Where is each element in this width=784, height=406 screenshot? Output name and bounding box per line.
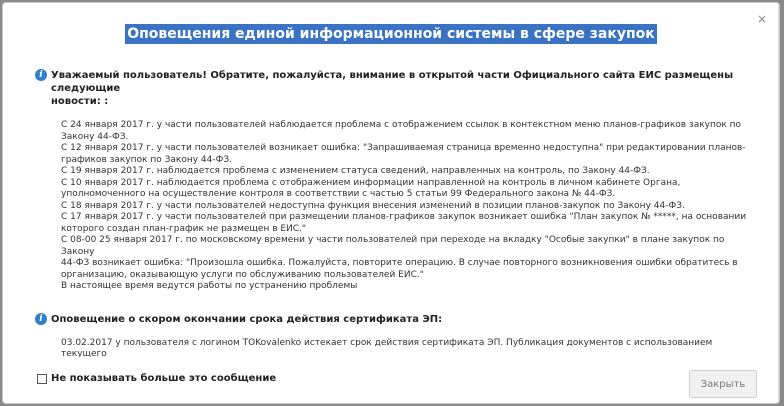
certificate-heading	[35, 313, 757, 326]
news-list	[61, 120, 757, 293]
news-line: С 18 января 2017 г. у части пользователей недоступна функция внесения изменений в позиции планов-закупок по Закону 44-ФЗ.	[61, 200, 685, 211]
news-line: организацию, оказывающую услуги по обслуживанию пользователей ЕИС."	[61, 269, 424, 280]
news-line: которого создан план-график не размещен в ЕИС."	[61, 223, 307, 234]
notification-dialog	[2, 2, 780, 404]
news-line: С 10 января 2017 г. наблюдается проблема с отображением информации направленной на контроль в личном кабинете Органа,	[61, 177, 681, 188]
news-line: С 12 января 2017 г. у части пользователей возникает ошибка: "Запрашиваемая страница временно недоступна" при редактировании планов-	[61, 143, 746, 153]
dialog-content	[35, 69, 757, 357]
section-spacer	[35, 293, 757, 313]
dialog-right-edge	[778, 3, 779, 403]
news-line: С 24 января 2017 г. у части пользователей наблюдается проблема с отображением ссылок в контекстном меню планов-графиков закупок по	[61, 120, 742, 130]
news-line: С 08-00 25 января 2017 г. по московскому времени у части пользователей при переходе на вкладку "Особые закупки" в плане закупок по Закону	[61, 235, 725, 257]
news-line: С 17 января 2017 г. у части пользователей при размещении планов-графиков закупок возникает ошибка "План закупок № *****, на основании	[61, 212, 747, 222]
dont-show-again-checkbox[interactable]	[37, 374, 47, 384]
news-heading	[35, 69, 757, 108]
news-line: уполномоченного на осуществление контроля в соответствии с частью 5 статьи 99 Федерального закона № 44-ФЗ.	[61, 189, 616, 199]
certificate-text	[61, 338, 757, 358]
news-heading-line1: Уважаемый пользователь! Обратите, пожалуйста, внимание в открытой части Официального сайта ЕИС размещены следующие	[51, 70, 734, 94]
news-line: 44-ФЗ возникает ошибка: "Произошла ошибка. Пожалуйста, повторите операцию. В случае повторного возникновения ошибки обратитесь в	[61, 258, 738, 268]
news-line: Закону 44-ФЗ.	[61, 131, 129, 142]
news-heading-line2: новости: :	[51, 96, 109, 107]
news-line: графиков закупок по Закону 44-ФЗ.	[61, 154, 232, 165]
info-icon: i	[35, 313, 47, 325]
info-icon: i	[35, 69, 47, 81]
close-button[interactable]: Закрыть	[689, 370, 757, 398]
news-line: С 19 января 2017 г. наблюдается проблема с изменением статуса сведений, направленных на контроль, по Закону 44-ФЗ.	[61, 166, 650, 176]
dialog-title-wrap	[3, 23, 779, 45]
dont-show-again-label: Не показывать больше это сообщение	[51, 373, 277, 384]
certificate-line: 03.02.2017 у пользователя с логином TOKovalenko истекает срок действия сертификата ЭП. Публикация документов с использованием текущего	[61, 337, 713, 357]
certificate-heading-text: Оповещение о скором окончании срока действия сертификата ЭП:	[51, 313, 443, 325]
dialog-title: Оповещения единой информационной системы в сфере закупок	[127, 26, 655, 42]
close-icon[interactable]: ×	[756, 12, 767, 26]
dont-show-again-option[interactable]	[37, 373, 276, 384]
news-line: В настоящее время ведутся работы по устранению проблемы	[61, 281, 358, 291]
